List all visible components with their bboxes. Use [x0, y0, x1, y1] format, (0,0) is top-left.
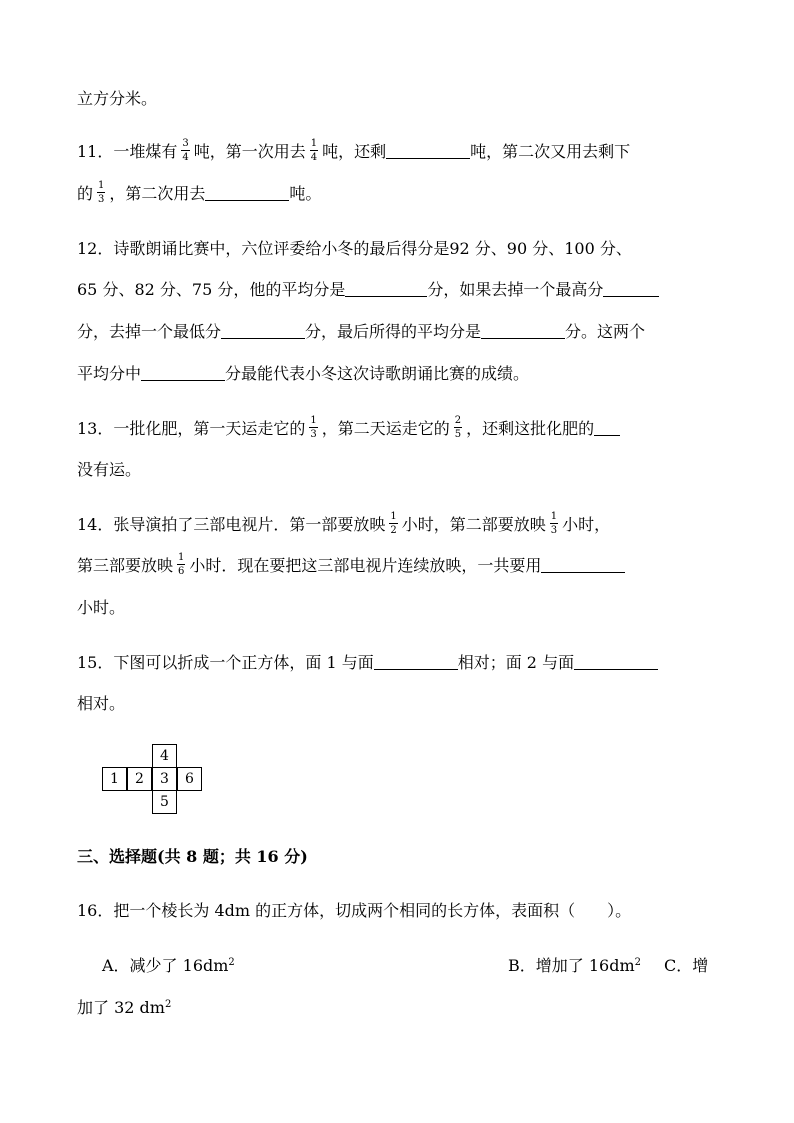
answer-blank[interactable] [374, 651, 458, 670]
fraction: $\frac{1}{2}$ [390, 511, 397, 536]
q11-line1: 11．一堆煤有 $\frac{3}{4}$ 吨，第一次用去 $\frac{1}{4}$ 吨，还剩 吨，第二次又用去剩下 [77, 138, 631, 163]
net-face-bottom: 5 [152, 790, 177, 814]
q12-line1: 12．诗歌朗诵比赛中，六位评委给小冬的最后得分是92 分、90 分、100 分、 [77, 239, 632, 258]
fraction: $\frac{2}{5}$ [454, 415, 462, 440]
net-face: 6 [177, 767, 202, 791]
q12-line3: 分，去掉一个最低分 分，最后所得的平均分是 分。这两个 [77, 322, 646, 341]
fraction: $\frac{1}{3}$ [98, 180, 105, 205]
answer-blank[interactable] [205, 182, 289, 201]
q14-line1: 14．张导演拍了三部电视片．第一部要放映 $\frac{1}{2}$ 小时，第二部要放映 $\frac{1}{3}$ 小时， [77, 511, 611, 536]
net-face: 2 [127, 767, 152, 791]
q11-line2: 的 $\frac{1}{3}$ ，第二次用去 吨。 [77, 180, 322, 205]
q13-line1: 13．一批化肥，第一天运走它的 $\frac{1}{3}$ ，第二天运走它的 $\frac{2}{5}$ ，还剩这批化肥的 [77, 417, 620, 442]
answer-blank[interactable] [594, 417, 620, 436]
q12-line2: 65 分、82 分、75 分，他的平均分是 分，如果去掉一个最高分 [77, 278, 659, 302]
answer-blank[interactable] [386, 140, 470, 159]
q16-option-c-cont: 加了 32 $dm^2$ [77, 998, 172, 1017]
q14-line2: 第三部要放映 $\frac{1}{6}$ 小时．现在要把这三部电视片连续放映，一共要用 [77, 554, 625, 579]
fraction: $\frac{1}{4}$ [310, 138, 318, 163]
answer-blank[interactable] [574, 651, 658, 670]
section-heading: 三、选择题(共 8 题；共 16 分) [77, 847, 308, 866]
fraction: $\frac{3}{4}$ [182, 138, 189, 163]
q14-line3: 小时。 [77, 598, 126, 617]
answer-blank[interactable] [221, 320, 305, 339]
fraction: $\frac{1}{3}$ [550, 511, 558, 536]
q13-line2: 没有运。 [77, 460, 142, 479]
q12-line4: 平均分中 分最能代表小冬这次诗歌朗诵比赛的成绩。 [77, 364, 530, 383]
answer-blank[interactable] [345, 278, 427, 297]
answer-blank[interactable] [603, 278, 659, 297]
net-face: 1 [102, 767, 127, 791]
net-face-top: 4 [152, 744, 177, 768]
q15-line2: 相对。 [77, 694, 126, 713]
q16-stem: 16．把一个棱长为 4dm 的正方体，切成两个相同的长方体，表面积（ ）。 [77, 901, 632, 920]
q16-option-c[interactable]: C．增 [664, 956, 709, 975]
q16-option-a[interactable]: A．减少了 $16dm^2$ [102, 956, 235, 975]
answer-blank[interactable] [541, 554, 625, 573]
net-face: 3 [152, 767, 177, 791]
fraction: $\frac{1}{6}$ [178, 552, 185, 577]
q16-option-b[interactable]: B．增加了 $16dm^2$ [508, 956, 641, 975]
q10-tail: 立方分米。 [77, 89, 158, 108]
answer-blank[interactable] [141, 362, 225, 381]
answer-blank[interactable] [481, 320, 565, 339]
q15-line1: 15．下图可以折成一个正方体，面 1 与面 相对；面 2 与面 [77, 651, 658, 675]
fraction: $\frac{1}{3}$ [310, 415, 317, 440]
